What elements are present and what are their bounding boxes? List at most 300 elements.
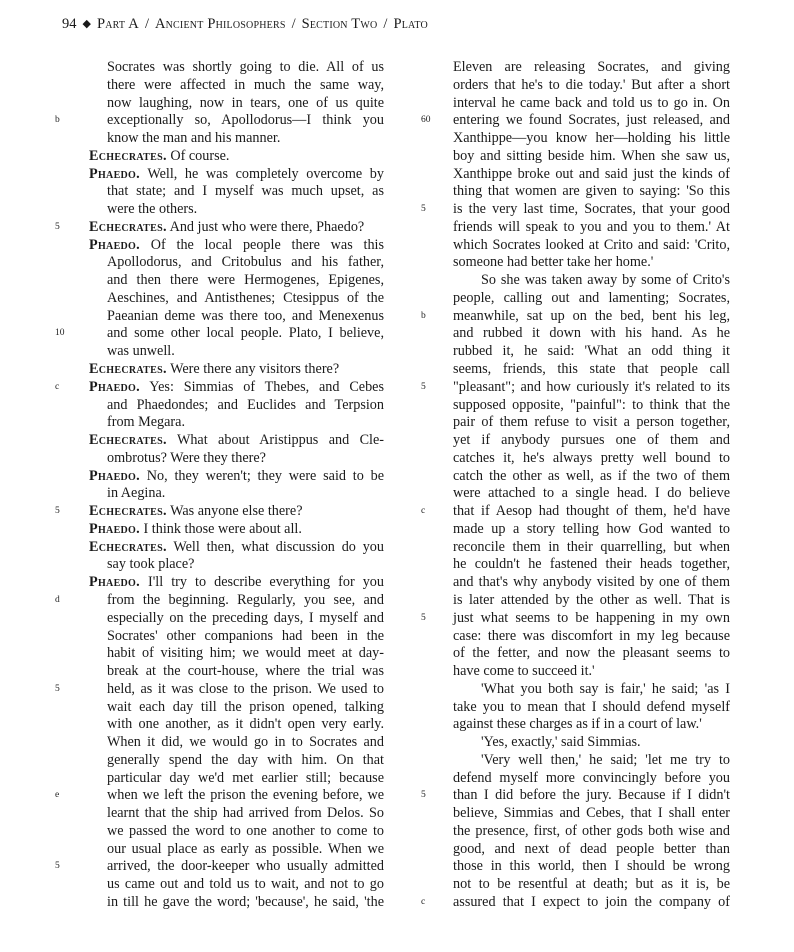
line-text [89,166,384,184]
line-text [89,112,384,130]
text-line [89,272,384,290]
line-text [453,503,730,521]
header-separator: / [144,16,149,32]
line-text [453,290,730,308]
text-line [89,663,384,681]
running-header [62,16,428,40]
line-words: that state; and I myself was much upset, as [107,183,384,200]
text-line [453,325,730,343]
text-line [89,166,384,184]
text-line [453,432,730,450]
line-words: is the very last time, Socrates, that your good [453,201,730,218]
line-words: I'll try to describe everything for you [139,574,384,591]
line-words: and Phaedondes; and Euclides and Terpsion [107,396,384,413]
line-text [453,201,730,219]
line-words: Of the local people there was this [139,236,384,253]
left-column [55,59,384,912]
line-text [453,841,730,859]
text-line [89,770,384,788]
line-words: the presence, first, of other gods both wise and [453,822,730,839]
line-text [453,308,730,326]
line-words: arrived, the door-keeper who usually admitted [107,858,384,875]
line-words: thing that women are given to saying: 'So this [453,183,730,200]
header-book: Ancient Philosophers [154,16,286,32]
line-words: not to be resentful at death; but as it is, be [453,876,730,893]
marginal-number: c [421,506,426,517]
line-text [89,556,384,574]
line-words: Yes: Simmias of Thebes, and Cebes [139,378,384,395]
text-line [89,876,384,894]
line-words: particular day we'd met earlier still; because [107,769,384,786]
text-line [453,876,730,894]
text-line [453,219,730,237]
line-text [89,663,384,681]
text-line [453,681,730,699]
speaker-name: Phaedo. [89,236,140,253]
text-line [453,95,730,113]
line-words: Apollodorus, and Critobulus and his father, [107,254,384,271]
speaker-name: Echecrates. [89,503,167,520]
line-text [453,397,730,415]
line-words: break at the court-house, where the trial was [107,663,384,680]
text-line [453,716,730,734]
line-text [453,823,730,841]
text-line [89,254,384,272]
line-text [89,414,384,432]
text-line [89,290,384,308]
line-words: When it did, we would go in to Socrates and [107,734,384,751]
text-line [453,858,730,876]
line-text [453,95,730,113]
line-words: friends will speak to you and you to them.' At [453,218,730,235]
line-text [89,734,384,752]
text-line [89,432,384,450]
text-line [55,787,384,805]
line-text [453,148,730,166]
line-words: Xanthippe—you know her—holding his little [453,130,730,147]
speaker-name: Echecrates. [89,361,167,378]
text-line [421,609,730,628]
line-text [453,450,730,468]
line-words: which Socrates looked at Crito and said: 'Crito, [453,236,730,253]
line-words: What about Aristippus and Cle- [166,432,384,449]
line-text [89,290,384,308]
text-line [55,325,384,343]
line-words: in Aegina. [107,485,166,502]
text-line [453,468,730,486]
line-text [453,858,730,876]
line-text [89,325,384,343]
text-line [89,361,384,379]
header-section: Section Two [301,16,378,32]
marginal-number: c [55,381,60,392]
line-words: supposed opposite, "painful": to think that the [453,396,730,413]
line-text [453,112,730,130]
line-words: say took place? [107,556,195,573]
text-line [89,77,384,95]
line-words: and rubbed it down with his hand. As he [453,325,730,342]
line-text [453,574,730,592]
text-line [89,699,384,717]
line-text [453,805,730,823]
line-words: habit of visiting him; we would meet at day- [107,645,384,662]
line-words: when we left the prison the evening before, we [107,787,384,804]
line-words: that if Aesop had thought of them, he'd have [453,503,730,520]
text-line [89,556,384,574]
line-text [453,237,730,255]
line-words: and then there were Hermogenes, Epigenes, [107,272,384,289]
text-line [453,237,730,255]
text-line [453,628,730,646]
line-words: and that's why anybody visited by one of them [453,574,730,591]
line-words: interval he came back and told us to go in. On [453,94,730,111]
marginal-number: d [55,594,60,605]
marginal-number: 5 [55,683,60,694]
line-text [89,201,384,219]
text-line [89,734,384,752]
marginal-number: e [55,790,60,801]
text-line [89,343,384,361]
line-words: our usual place as early as possible. When we [107,840,384,857]
line-words: we passed the word to one another to come to [107,822,384,839]
line-words: Of course. [166,147,230,164]
bullet-icon: ◆ [82,18,91,30]
line-words: were attached to a single head. I do believe [453,485,730,502]
line-words: Well then, what discussion do you [166,538,384,555]
text-line [89,450,384,468]
line-text [453,272,730,290]
speaker-name: Phaedo. [89,574,140,591]
line-text [89,272,384,290]
text-line [89,716,384,734]
text-line [453,183,730,201]
text-line [89,468,384,486]
line-text [453,379,730,397]
line-text [89,805,384,823]
line-words: now laughing, now in tears, one of us quite [107,94,384,111]
line-text [453,130,730,148]
marginal-number: 60 [421,115,431,126]
line-words: from Megara. [107,414,185,431]
line-text [89,397,384,415]
line-text [453,166,730,184]
line-text [89,379,384,397]
line-text [453,485,730,503]
speaker-name: Echecrates. [89,218,167,235]
line-words: I think those were about all. [139,520,302,537]
marginal-number: b [421,310,426,321]
marginal-number: 5 [55,506,60,517]
text-line [453,663,730,681]
text-line [421,201,730,219]
text-line [89,95,384,113]
line-text [89,254,384,272]
line-text [89,574,384,592]
line-words: Socrates was shortly going to die. All of us [107,59,384,75]
line-text [89,823,384,841]
text-line [55,858,384,876]
text-line [453,645,730,663]
text-line [89,841,384,859]
text-line [421,893,730,912]
speaker-name: Phaedo. [89,165,140,182]
line-text [89,876,384,894]
line-text [89,894,384,912]
line-text [89,130,384,148]
line-words: Were there any visitors there? [166,361,340,378]
text-line [453,770,730,788]
text-line [89,539,384,557]
line-words: and some other local people. Plato, I believe, [107,325,384,342]
line-words: good, and next of dead people better than [453,840,730,857]
header-part: Part A [96,16,139,32]
line-words: held, as it was close to the prison. We used to [107,680,384,697]
line-text [89,681,384,699]
line-words: yet if anybody pursues one of them and [453,432,730,449]
text-line [453,805,730,823]
line-words: case: there was discomfort in my leg because [453,627,730,644]
text-line [453,414,730,432]
line-text [453,432,730,450]
line-words: Paeanian deme was there too, and Menexenus [107,307,384,324]
line-words: 'What you both say is fair,' he said; 'as I [481,680,730,697]
line-words: those in this world, then I should be wrong [453,858,730,875]
text-line [453,166,730,184]
line-text [453,556,730,574]
line-text [89,361,384,379]
marginal-number: 5 [55,221,60,232]
line-words: in till he gave the word; 'because', he said, 'the [107,893,384,910]
speaker-name: Echecrates. [89,538,167,555]
marginal-number: 5 [421,612,426,623]
line-text [89,183,384,201]
line-text [453,343,730,361]
line-words: Was anyone else there? [166,503,303,520]
line-words: us came out and told us to wait, and not to go [107,876,384,893]
speaker-name: Phaedo. [89,467,140,484]
line-words: there were affected in much the same way, [107,76,384,93]
text-line [453,361,730,379]
line-text [453,592,730,610]
text-line [89,130,384,148]
line-words: "pleasant"; and how curiously it's related to its [453,378,730,395]
marginal-number: 10 [55,328,65,339]
marginal-number: 5 [55,861,60,872]
text-line [89,414,384,432]
line-text [89,841,384,859]
line-text [89,858,384,876]
line-words: of the fetter, and now the pleasant seems to [453,645,730,662]
text-line [421,378,730,397]
line-text [89,59,384,77]
line-text [89,95,384,113]
marginal-number: 5 [421,204,426,215]
line-words: seems, friends, this state that people call [453,361,730,378]
marginal-number: b [55,115,60,126]
line-text [89,699,384,717]
line-text [89,645,384,663]
speaker-name: Echecrates. [89,432,167,449]
line-text [453,77,730,95]
text-line [453,397,730,415]
text-line [55,503,384,521]
text-line [453,254,730,272]
line-words: catch the other as well, as if the two of them [453,467,730,484]
line-words: made up a story telling how God wanted to [453,520,730,537]
line-words: were the others. [107,201,198,218]
line-text [453,752,730,770]
line-words: boy and sitting beside him. When she saw us, [453,147,730,164]
line-text [89,450,384,468]
line-words: Eleven are releasing Socrates, and giving [453,59,730,75]
text-line [453,59,730,77]
text-line [55,591,384,610]
line-words: reconcile them in their quarrelling, but when [453,538,730,555]
line-text [453,681,730,699]
line-words: people, calling out and lamenting; Socrates, [453,289,730,306]
line-words: No, they weren't; they were said to be [139,467,384,484]
line-words: Socrates' other companions had been in the [107,627,384,644]
line-words: assured that I expect to join the company of [453,893,730,910]
marginal-number: c [421,896,426,907]
text-line [421,307,730,326]
line-text [453,539,730,557]
line-words: especially on the preceding days, I myself and [107,609,384,626]
line-text [453,716,730,734]
text-line [421,112,730,130]
line-text [453,734,730,752]
header-separator: / [383,16,388,32]
text-line [453,485,730,503]
text-line [89,823,384,841]
text-line [55,218,384,237]
text-line [453,752,730,770]
line-words: someone had better take her home.' [453,254,654,271]
line-words: Well, he was completely overcome by [139,165,384,182]
text-line [89,805,384,823]
text-line [89,574,384,592]
line-words: learnt that the ship had arrived from Delos. So [107,805,384,822]
line-words: take you to mean that I should defend myself [453,698,730,715]
text-line [453,699,730,717]
line-text [453,183,730,201]
line-words: rubbed it, he said: 'What an odd thing it [453,343,730,360]
text-line [453,450,730,468]
text-line [453,77,730,95]
text-line [55,112,384,130]
text-line [453,574,730,592]
line-text [89,521,384,539]
line-words: meanwhile, sat up on the bed, bent his leg, [453,307,730,324]
line-text [453,610,730,628]
line-text [453,521,730,539]
line-words: 'Yes, exactly,' said Simmias. [481,734,641,751]
text-line [89,397,384,415]
line-text [453,219,730,237]
line-words: defend myself more convincingly before you [453,769,730,786]
line-text [453,628,730,646]
line-words: generally spend the day with him. On that [107,751,384,768]
text-line [453,823,730,841]
line-text [89,308,384,326]
line-words: believe, Simmias and Cebes, that I shall enter [453,805,730,822]
line-words: pair of them refuse to visit a person together, [453,414,730,431]
line-text [89,503,384,521]
line-words: entering we found Socrates, just released, and [453,112,730,129]
speaker-name: Phaedo. [89,378,140,395]
text-line [89,201,384,219]
line-text [453,876,730,894]
text-line [89,148,384,166]
text-line [453,290,730,308]
text-line [55,378,384,397]
line-text [89,770,384,788]
line-words: just what seems to be happening in my own [453,609,730,626]
text-line [453,539,730,557]
line-text [453,325,730,343]
line-text [453,468,730,486]
marginal-number: 5 [421,790,426,801]
line-words: from the beginning. Regularly, you see, and [107,591,384,608]
text-line [453,272,730,290]
header-chapter: Plato [393,16,428,32]
line-words: orders that he's to die today.' But after a short [453,76,730,93]
line-words: than I did before the jury. Because if I didn't [453,787,730,804]
text-line [453,841,730,859]
line-text [89,237,384,255]
header-separator: / [291,16,296,32]
text-line [89,894,384,912]
speaker-name: Echecrates. [89,147,167,164]
text-line [453,521,730,539]
line-text [89,752,384,770]
line-text [89,343,384,361]
text-line [89,610,384,628]
line-words: exceptionally so, Apollodorus—I think you [107,112,384,129]
text-line [89,308,384,326]
text-line [89,628,384,646]
line-words: Xanthippe broke out and said just the kinds of [453,165,730,182]
text-line [89,59,384,77]
line-text [89,539,384,557]
text-line [453,343,730,361]
line-text [453,414,730,432]
marginal-number: 5 [421,381,426,392]
line-words: is later attended by the other as well. That is [453,591,730,608]
line-text [453,254,730,272]
line-text [453,645,730,663]
line-text [89,716,384,734]
line-words: know the man and his manner. [107,130,281,147]
line-words: Aeschines, and Antisthenes; Ctesippus of the [107,289,384,306]
line-words: 'Very well then,' he said; 'let me try to [481,751,730,768]
line-text [89,432,384,450]
line-text [453,59,730,77]
line-text [453,894,730,912]
line-text [453,699,730,717]
line-words: was unwell. [107,343,175,360]
line-text [89,787,384,805]
line-text [89,610,384,628]
line-text [89,468,384,486]
text-line [453,734,730,752]
text-line [89,752,384,770]
line-text [89,219,384,237]
line-text [453,361,730,379]
line-text [453,787,730,805]
text-line [89,485,384,503]
line-text [89,628,384,646]
